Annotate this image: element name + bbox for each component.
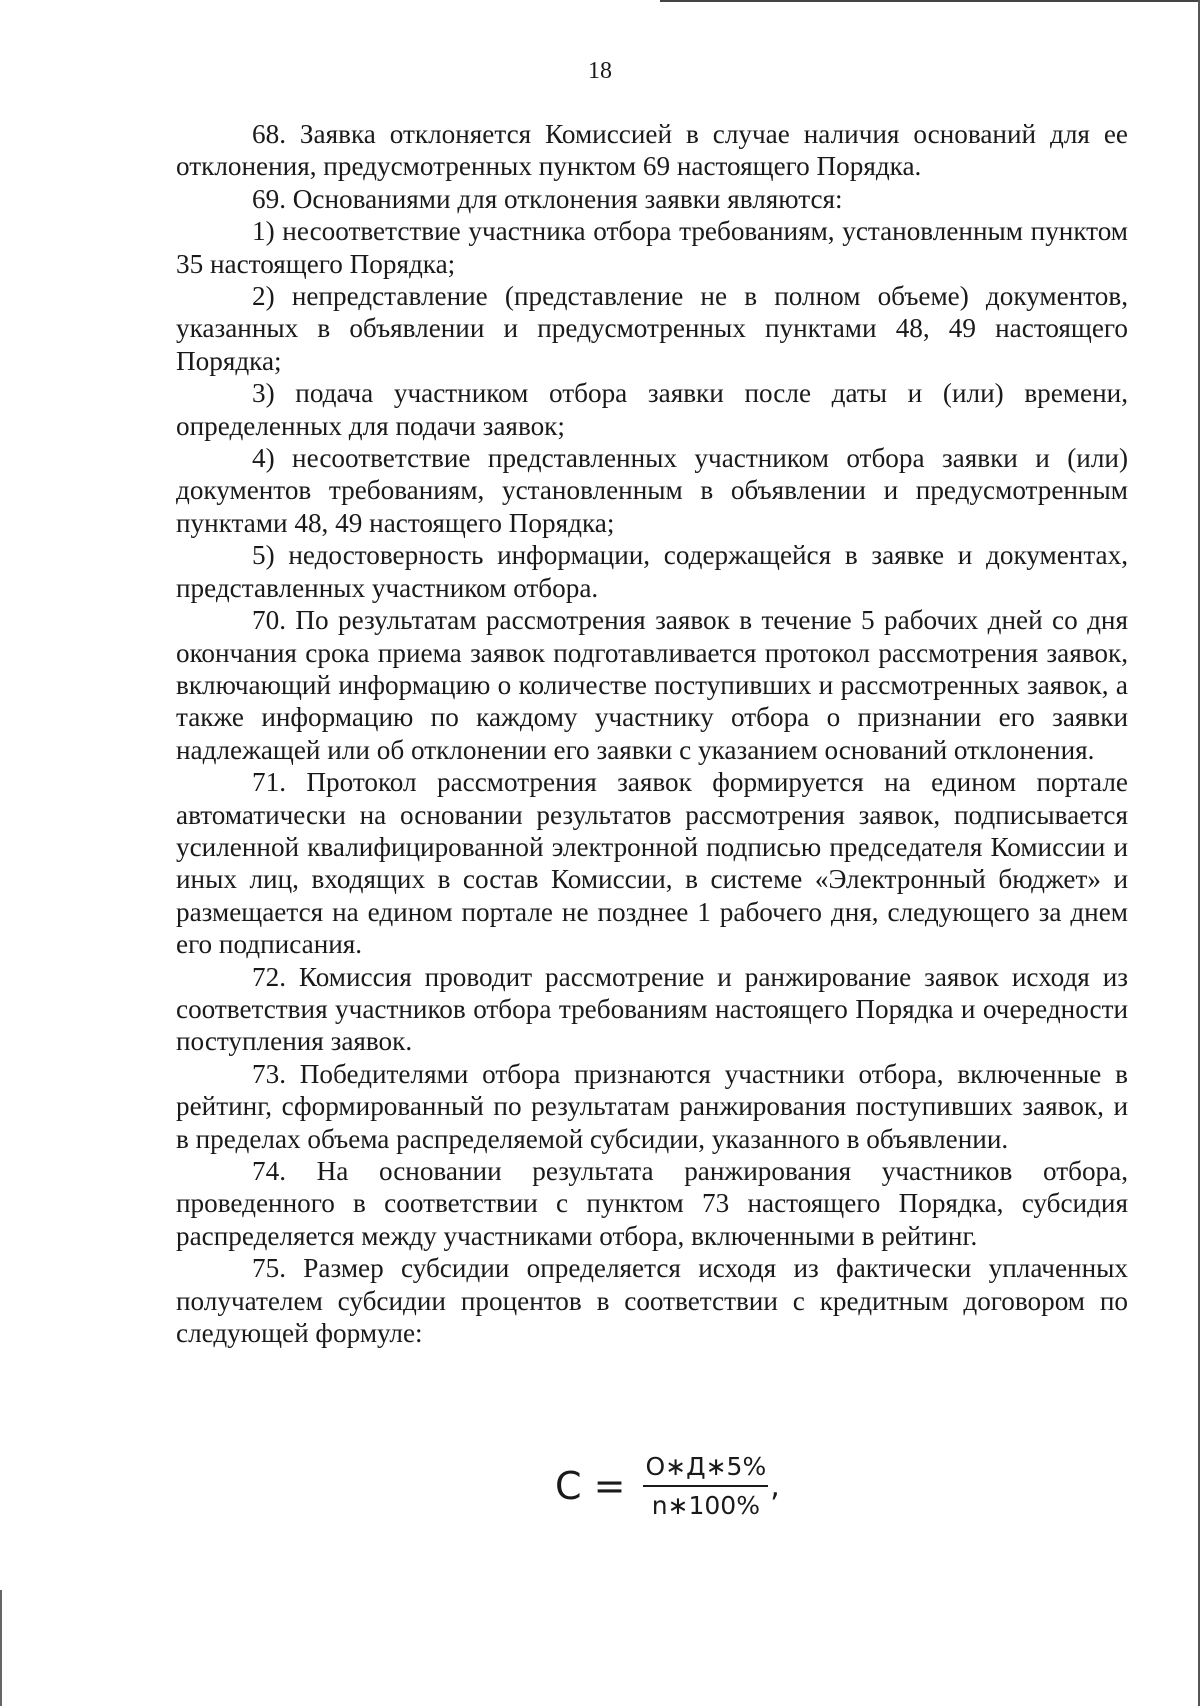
paragraph-69: 69. Основаниями для отклонения заявки являются: (252, 183, 843, 214)
paragraph-75: 75. Размер субсидии определяется исходя из фактически уплаченных получателем субсидии процентов в соответствии с кредитным договором по следующей формуле: (176, 1253, 1128, 1349)
paragraph-69-item-4: 4) несоответствие представленных участником отбора заявки и (или) документов требованиям, установленным в объявлении и предусмотренным пунктами 48, 49 настоящего Порядка; (176, 443, 1128, 538)
paragraph-69-item-1: 1) несоответствие участника отбора требованиям, установленным пунктом 35 настоящего Порядка; (176, 216, 1128, 279)
paragraph-72: 72. Комиссия проводит рассмотрение и ранжирование заявок исходя из соответствия участников отбора требованиям настоящего Порядка и очередности поступления заявок. (176, 961, 1128, 1057)
formula-lhs: С = (555, 1464, 626, 1508)
formula-tail: , (770, 1468, 780, 1504)
formula-numerator: О∗Д∗5% (643, 1452, 768, 1487)
paragraph-70: 70. По результатам рассмотрения заявок в течение 5 рабочих дней со дня окончания срока приема заявок подготавливается протокол рассмотрения заявок, включающий информацию о количестве поступивших и рассмотренных заявок, а также информацию по каждому участнику отбора о признании его заявки надлежащей или об отклонении его заявки с указанием оснований отклонения. (176, 605, 1128, 765)
formula-fraction (643, 1452, 768, 1520)
paragraph-69-item-5: 5) недостоверность информации, содержащейся в заявке и документах, представленных участником отбора. (176, 540, 1128, 603)
paragraph-71: 71. Протокол рассмотрения заявок формируется на едином портале автоматически на основании результатов рассмотрения заявок, подписывается усиленной квалифицированной электронной подписью председателя Комиссии и иных лиц, входящих в состав Комиссии, в системе «Электронный бюджет» и размещается на едином портале не позднее 1 рабочего дня, следующего за днем его подписания. (176, 767, 1128, 960)
paragraph-74: 74. На основании результата ранжирования участников отбора, проведенного в соответствии с пунктом 73 настоящего Порядка, субсидия распределяется между участниками отбора, включенными в рейтинг. (176, 1156, 1128, 1251)
paragraph-73: 73. Победителями отбора признаются участники отбора, включенные в рейтинг, сформированный по результатам ранжирования поступивших заявок, и в пределах объема распределяемой субсидии, указанного в объявлении. (176, 1058, 1128, 1154)
paragraph-69-item-3: 3) подача участником отбора заявки после даты и (или) времени, определенных для подачи заявок; (176, 378, 1128, 441)
paragraph-68: 68. Заявка отклоняется Комиссией в случае наличия оснований для ее отклонения, предусмотренных пунктом 69 настоящего Порядка. (176, 119, 1128, 182)
scan-edge-top (660, 0, 1200, 2)
scan-edge-left (0, 1590, 2, 1706)
page-number: 18 (588, 58, 612, 84)
paragraph-69-item-2: 2) непредставление (представление не в полном объеме) документов, указанных в объявлении и предусмотренных пунктами 48, 49 настоящего Порядка; (176, 281, 1128, 376)
document-body (176, 118, 1128, 1349)
subsidy-formula (555, 1452, 780, 1520)
formula-denominator: n∗100% (651, 1491, 760, 1520)
